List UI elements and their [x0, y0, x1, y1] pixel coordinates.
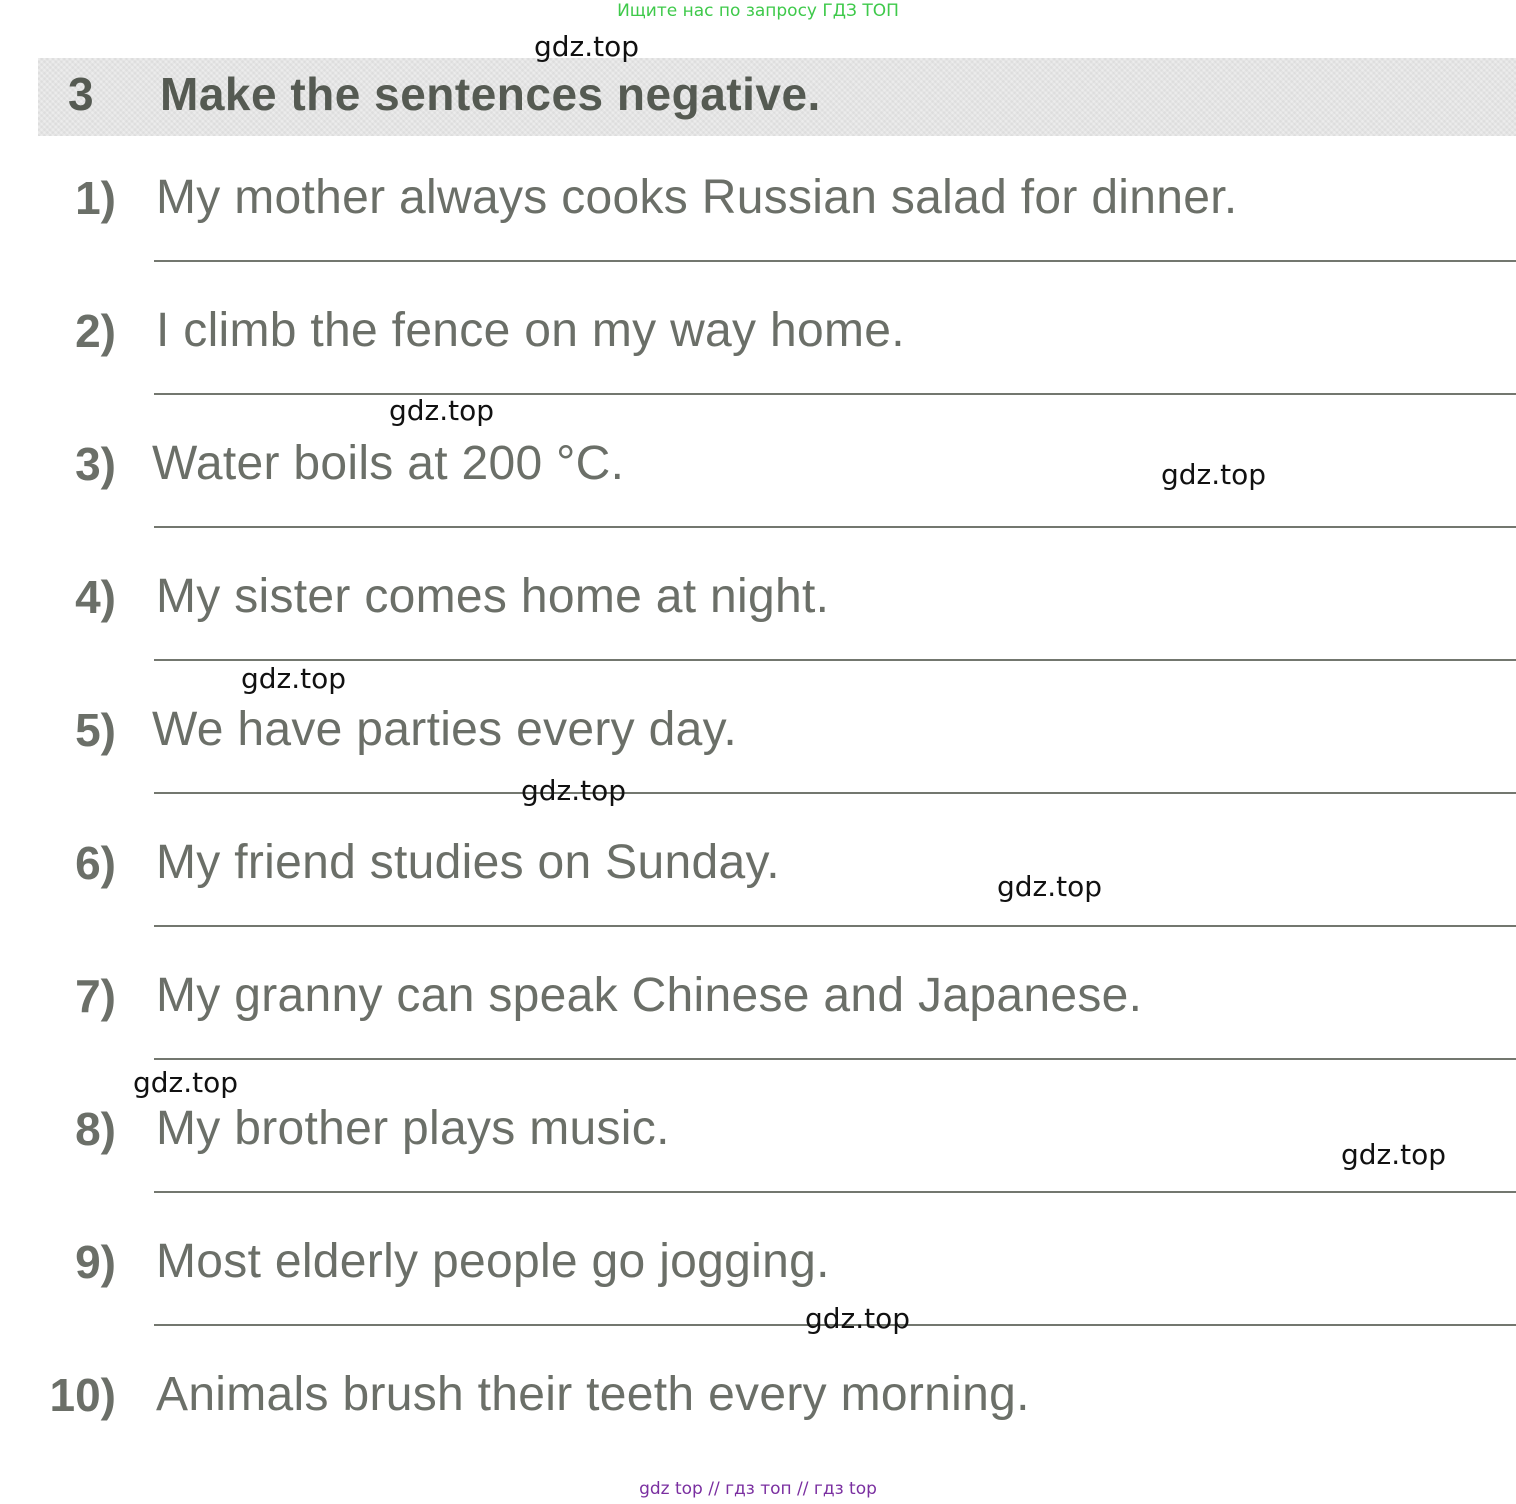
watermark: gdz.top [997, 870, 1103, 903]
item-sentence: Water boils at 200 °C. [152, 437, 625, 490]
watermark: gdz.top [241, 662, 347, 695]
top-banner: Ищите нас по запросу ГДЗ ТОП [617, 1, 899, 21]
item-sentence: Animals brush their teeth every morning. [156, 1368, 1030, 1421]
item-number: 5) [75, 704, 116, 756]
watermark: gdz.top [1341, 1138, 1447, 1171]
watermark: gdz.top [521, 774, 627, 807]
exercise-item-10 [0, 1364, 1516, 1434]
watermark: gdz.top [133, 1066, 239, 1099]
answer-line[interactable] [154, 792, 1516, 794]
watermark: gdz.top [805, 1302, 911, 1335]
watermark: gdz.top [534, 30, 640, 63]
answer-line[interactable] [154, 1058, 1516, 1060]
exercise-item-8 [0, 1098, 1516, 1230]
item-number: 2) [75, 305, 116, 357]
item-number: 4) [75, 571, 116, 623]
exercise-item-1 [0, 167, 1516, 299]
exercise-title: Make the sentences negative. [160, 68, 821, 120]
item-number: 8) [75, 1103, 116, 1155]
item-sentence: My granny can speak Chinese and Japanese. [156, 969, 1143, 1022]
item-sentence: My brother plays music. [156, 1102, 670, 1155]
watermark: gdz.top [389, 394, 495, 427]
exercise-item-9 [0, 1231, 1516, 1363]
exercise-item-6 [0, 832, 1516, 964]
bottom-banner: gdz top // гдз топ // гдз top [639, 1479, 877, 1499]
answer-line[interactable] [154, 526, 1516, 528]
item-number: 7) [75, 970, 116, 1022]
item-sentence: My friend studies on Sunday. [156, 836, 780, 889]
exercise-item-4 [0, 566, 1516, 698]
exercise-number: 3 [68, 68, 94, 120]
item-number: 3) [75, 438, 116, 490]
exercise-item-3 [0, 433, 1516, 565]
watermark: gdz.top [1161, 458, 1267, 491]
answer-line[interactable] [154, 1191, 1516, 1193]
item-sentence: My mother always cooks Russian salad for dinner. [156, 171, 1238, 224]
answer-line[interactable] [154, 659, 1516, 661]
item-number: 9) [75, 1236, 116, 1288]
exercise-item-5 [0, 699, 1516, 831]
item-number: 1) [75, 172, 116, 224]
item-sentence: My sister comes home at night. [156, 570, 830, 623]
answer-line[interactable] [154, 393, 1516, 395]
item-sentence: We have parties every day. [152, 703, 737, 756]
answer-line[interactable] [154, 260, 1516, 262]
item-sentence: Most elderly people go jogging. [156, 1235, 830, 1288]
item-number: 10) [49, 1369, 116, 1421]
item-sentence: I climb the fence on my way home. [156, 304, 905, 357]
exercise-item-2 [0, 300, 1516, 432]
item-number: 6) [75, 837, 116, 889]
answer-line[interactable] [154, 925, 1516, 927]
